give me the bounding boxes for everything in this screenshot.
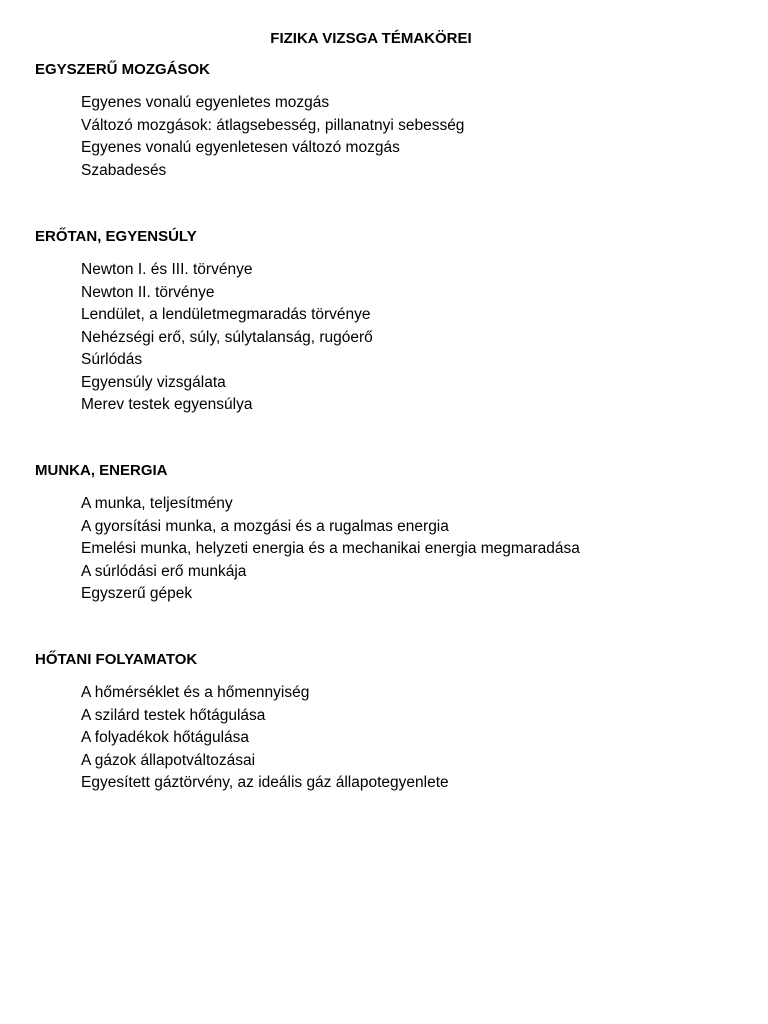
document-title: FIZIKA VIZSGA TÉMAKÖREI [270,30,472,47]
topic-list [35,259,735,417]
topic-item: A gázok állapotváltozásai [81,751,256,769]
topic-item: Súrlódás [81,351,143,368]
section-egyszeru-mozgasok [35,60,735,182]
topic-item: A hőmérséklet és a hőmennyiség [81,684,310,701]
section-erotan-egyensuly [35,227,735,417]
topic-list [35,92,735,182]
section-heading: MUNKA, ENERGIA [35,462,168,479]
topic-item: Egyenes vonalú egyenletes mozgás [81,94,330,111]
topic-item: A szilárd testek hőtágulása [81,706,266,724]
topic-item: Szabadesés [81,161,167,179]
topic-item: A gyorsítási munka, a mozgási és a rugalmas energia [81,517,449,535]
topic-list [35,493,735,606]
topic-item: A folyadékok hőtágulása [81,729,250,746]
topic-item: Emelési munka, helyzeti energia és a mechanikai energia megmaradása [81,540,580,557]
section-heading: ERŐTAN, EGYENSÚLY [35,228,197,245]
topic-item: Newton II. törvénye [81,283,215,301]
section-heading: EGYSZERŰ MOZGÁSOK [35,61,211,78]
topic-item: Egyenes vonalú egyenletesen változó mozgás [81,139,400,156]
topic-list [35,682,735,795]
topic-item: Merev testek egyensúlya [81,396,253,413]
topic-item: A súrlódási erő munkája [81,562,247,580]
topic-item: A munka, teljesítmény [81,495,233,512]
topic-item: Nehézségi erő, súly, súlytalanság, rugóerő [81,328,373,346]
topic-item: Lendület, a lendületmegmaradás törvénye [81,306,371,323]
topic-item: Egyensúly vizsgálata [81,373,226,391]
topic-item: Egyszerű gépek [81,585,193,602]
topic-item: Változó mozgások: átlagsebesség, pillanatnyi sebesség [81,116,465,134]
topic-item: Newton I. és III. törvénye [81,261,253,278]
section-heading: HŐTANI FOLYAMATOK [35,651,198,668]
section-hotani-folyamatok [35,650,735,795]
topic-item: Egyesített gáztörvény, az ideális gáz állapotegyenlete [81,774,449,791]
section-munka-energia [35,461,735,606]
